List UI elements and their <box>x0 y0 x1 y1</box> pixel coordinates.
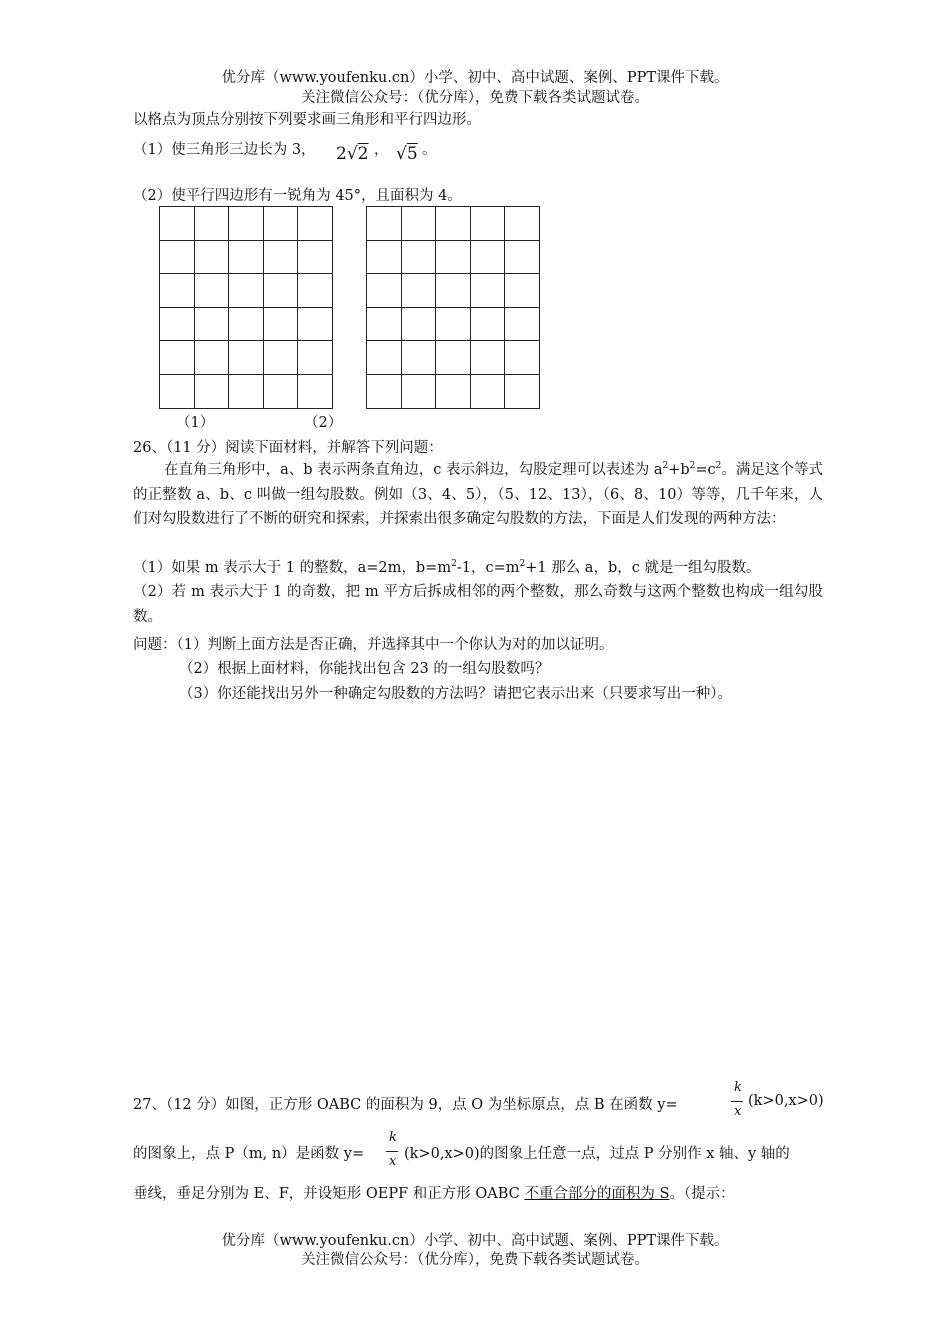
sqrt-expression-2root2 <box>336 144 369 164</box>
q26-paragraph-1 <box>133 458 823 532</box>
header-line-2: 关注微信公众号：（优分库），免费下载各类试题试卷。 <box>301 90 649 106</box>
q26-question-3: （3）你还能找出另外一种确定勾股数的方法吗？请把它表示出来（只要求写出一种）。 <box>179 686 732 702</box>
grid-1 <box>159 206 333 409</box>
q25-intro: 以格点为顶点分别按下列要求画三角形和平行四边形。 <box>133 112 481 128</box>
fraction-bar <box>386 1151 398 1152</box>
q27-line-2-b: (k>0,x>0)的图象上任意一点，过点 P 分别作 x 轴、y 轴的 <box>404 1146 790 1162</box>
q26-para1-text-a: 在直角三角形中，a、b 表示两条直角边，c 表示斜边，勾股定理可以表述为 a <box>164 462 663 478</box>
grid-label-1: （1） <box>176 415 215 431</box>
q26-question-2: （2）根据上面材料，你能找出包含 23 的一组勾股数吗？ <box>179 661 550 677</box>
end-mark: 。 <box>422 142 437 158</box>
fraction-numerator: k <box>734 1080 742 1095</box>
fraction-bar <box>731 1101 743 1102</box>
q26-title: 26、（11 分）阅读下面材料，并解答下列问题： <box>133 440 443 456</box>
radical-sign-icon: √ <box>396 144 407 164</box>
grid-label-2: （2） <box>304 415 343 431</box>
sqrt-expression-root5 <box>396 144 418 164</box>
radical-sign-icon: √ <box>346 144 358 164</box>
q27-line-1-b: (k>0,x>0) <box>748 1093 824 1109</box>
q26-para1-text-b: +b <box>668 462 690 478</box>
q27-line-2-a: 的图象上，点 P（m, n）是函数 y= <box>133 1146 365 1162</box>
q25-part2: （2）使平行四边形有一锐角为 45°，且面积为 4。 <box>133 188 462 204</box>
q25-part1: （1）使三角形三边长为 3， <box>133 142 316 158</box>
q26-para1-text-d: 。满足这个等式的正整数 a、b、c 叫做一组勾股数。例如（3、4、5），（5、12、13），（6、8、10）等等，几千年来，人们对勾股数进行了不断的研究和探索，并探索出很多确定勾股数的方法，下面是人们发现的两种方法： <box>133 462 823 527</box>
method1-text-c: +1 那么 a，b，c 就是一组勾股数。 <box>525 560 761 576</box>
q27-line-3 <box>133 1182 735 1203</box>
fraction-denominator: x <box>734 1104 742 1119</box>
q27-line-3-a: 垂线，垂足分别为 E、F，并设矩形 OEPF 和正方形 OABC <box>133 1186 525 1202</box>
q27-line-3-underlined: 不重合部分的面积为 S <box>524 1186 670 1202</box>
superscript: 2 <box>715 461 722 471</box>
method1-text-b: -1，c=m <box>456 560 520 576</box>
footer-line-2: 关注微信公众号：（优分库），免费下载各类试题试卷。 <box>301 1252 649 1268</box>
fraction-denominator: x <box>389 1154 397 1169</box>
q27-line-1-a: 27、（12 分）如图，正方形 OABC 的面积为 9，点 O 为坐标原点，点 B 在函数 y= <box>133 1097 678 1113</box>
comma-separator: ， <box>374 142 389 158</box>
superscript: 2 <box>451 559 457 569</box>
header-line-1: 优分库（www.youfenku.cn）小学、初中、高中试题、案例、PPT课件下载。 <box>221 70 729 86</box>
superscript: 2 <box>689 461 696 471</box>
method1-text-a: （1）如果 m 表示大于 1 的整数，a=2m，b=m <box>133 560 452 576</box>
fraction-numerator: k <box>389 1130 397 1145</box>
sqrt-radicand: 2 <box>357 144 369 164</box>
superscript: 2 <box>519 559 526 569</box>
q26-para1-text-c: =c <box>695 462 716 478</box>
q26-method-1 <box>133 556 823 581</box>
q26-question-1: 问题：（1）判断上面方法是否正确，并选择其中一个你认为对的加以证明。 <box>133 637 614 653</box>
sqrt-radicand: 5 <box>406 144 418 164</box>
grid-2 <box>366 206 540 409</box>
q26-method-2: （2）若 m 表示大于 1 的奇数，把 m 平方后拆成相邻的两个整数，那么奇数与这两个整数也构成一组勾股数。 <box>133 584 823 625</box>
sqrt-coefficient: 2 <box>336 144 347 164</box>
footer-line-1: 优分库（www.youfenku.cn）小学、初中、高中试题、案例、PPT课件下载。 <box>221 1233 729 1249</box>
q27-line-3-b: 。（提示： <box>669 1186 735 1202</box>
superscript: 2 <box>662 461 669 471</box>
